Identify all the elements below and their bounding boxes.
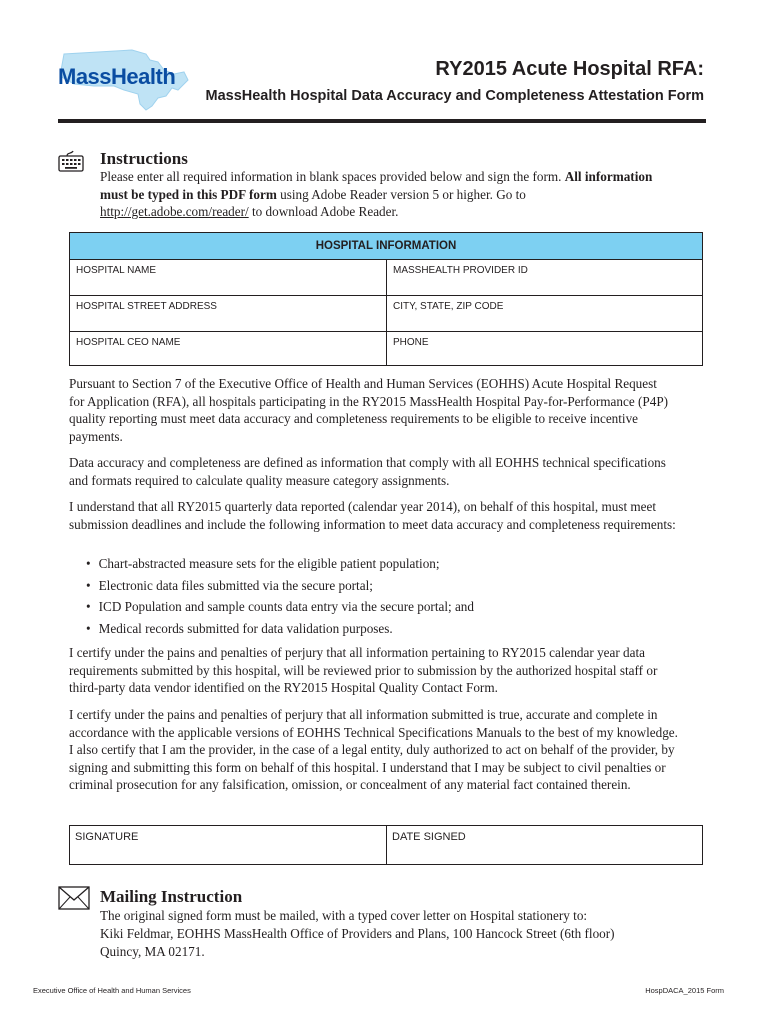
instructions-text-mid: using Adobe Reader version 5 or higher. Go to bbox=[276, 186, 526, 202]
footer-form-id: HospDACA_2015 Form bbox=[645, 986, 724, 995]
mailing-heading: Mailing Instruction bbox=[100, 887, 243, 906]
list-item: • Chart-abstracted measure sets for the eligible patient population; bbox=[86, 555, 474, 577]
mailing-line-3: Quincy, MA 02171. bbox=[100, 944, 205, 959]
masshealth-logo bbox=[54, 46, 190, 118]
mailing-line-1: The original signed form must be mailed, with a typed cover letter on Hospital stationery to: bbox=[100, 908, 588, 923]
page-subtitle: MassHealth Hospital Data Accuracy and Completeness Attestation Form bbox=[205, 88, 704, 104]
instructions-text bbox=[100, 168, 660, 221]
hospital-name-field[interactable]: HOSPITAL NAME bbox=[76, 265, 157, 276]
paragraph-certify-true: I certify under the pains and penalties of perjury that all information submitted is true, accurate and complete in accordance with the applicable versions of EOHHS Technical Specifications Manuals to the best of my knowledge. I also certify that I am the provider, in the case of a legal entity, duly authorized to act on behalf of the provider, by signing and submitting this form on behalf of this hospital. I understand that I may be subject to civil penalties or criminal prosecution for any falsification, omission, or concealment of any material fact contained therein. bbox=[69, 707, 678, 792]
list-item: • Electronic data files submitted via the secure portal; bbox=[86, 577, 474, 599]
street-address-field[interactable]: HOSPITAL STREET ADDRESS bbox=[76, 301, 217, 312]
list-item: • Medical records submitted for data validation purposes. bbox=[86, 620, 474, 642]
hospital-information-table bbox=[69, 232, 703, 366]
ceo-name-field[interactable]: HOSPITAL CEO NAME bbox=[76, 337, 181, 348]
table-row bbox=[70, 260, 702, 296]
envelope-icon bbox=[58, 886, 90, 910]
table-row bbox=[70, 332, 702, 366]
signature-table bbox=[69, 825, 703, 865]
paragraph-rfa: Pursuant to Section 7 of the Executive Office of Health and Human Services (EOHHS) Acute Hospital Request for Application (RFA), all hospitals participating in the RY2015 MassHealth Hospital Pay-for-Performance (P4P) quality reporting must meet data accuracy and completeness requirements to be eligible to receive incentive payments. bbox=[69, 376, 669, 444]
page-title: RY2015 Acute Hospital RFA: bbox=[435, 58, 704, 80]
table-row bbox=[70, 296, 702, 332]
instructions-heading: Instructions bbox=[100, 149, 188, 168]
city-state-zip-field[interactable]: CITY, STATE, ZIP CODE bbox=[386, 296, 702, 331]
logo-wordmark: MassHealth bbox=[58, 64, 176, 89]
paragraph-certify-review: I certify under the pains and penalties of perjury that all information pertaining to RY2015 calendar year data requirements submitted by this hospital, will be reviewed prior to submission by the authorized hospital staff or third-party data vendor identified on the RY2015 Hospital Quality Contact Form. bbox=[69, 645, 658, 695]
keyboard-icon bbox=[58, 150, 84, 172]
provider-id-field[interactable]: MASSHEALTH PROVIDER ID bbox=[386, 260, 702, 295]
phone-field[interactable]: PHONE bbox=[386, 332, 702, 366]
instructions-text-bold: All information must be typed in this PDF form bbox=[100, 169, 653, 202]
signature-field[interactable]: SIGNATURE bbox=[75, 831, 139, 843]
requirements-list bbox=[86, 555, 474, 641]
header-divider bbox=[58, 119, 706, 123]
list-item: • ICD Population and sample counts data entry via the secure portal; and bbox=[86, 598, 474, 620]
hospital-information-heading: HOSPITAL INFORMATION bbox=[70, 233, 702, 260]
paragraph-definition: Data accuracy and completeness are defined as information that comply with all EOHHS technical specifications and formats required to calculate quality measure category assignments. bbox=[69, 455, 666, 488]
paragraph-understand: I understand that all RY2015 quarterly data reported (calendar year 2014), on behalf of this hospital, must meet submission deadlines and include the following information to meet data accuracy and completeness requirements: bbox=[69, 499, 676, 532]
mailing-line-2: Kiki Feldmar, EOHHS MassHealth Office of Providers and Plans, 100 Hancock Street (6th floor) bbox=[100, 926, 615, 941]
adobe-reader-link[interactable]: http://get.adobe.com/reader/ bbox=[100, 204, 249, 219]
date-signed-field[interactable]: DATE SIGNED bbox=[386, 826, 702, 864]
instructions-text-intro: Please enter all required information in blank spaces provided below and sign the form. bbox=[100, 169, 565, 184]
instructions-text-end: to download Adobe Reader. bbox=[248, 204, 399, 219]
footer-agency: Executive Office of Health and Human Services bbox=[33, 986, 191, 995]
